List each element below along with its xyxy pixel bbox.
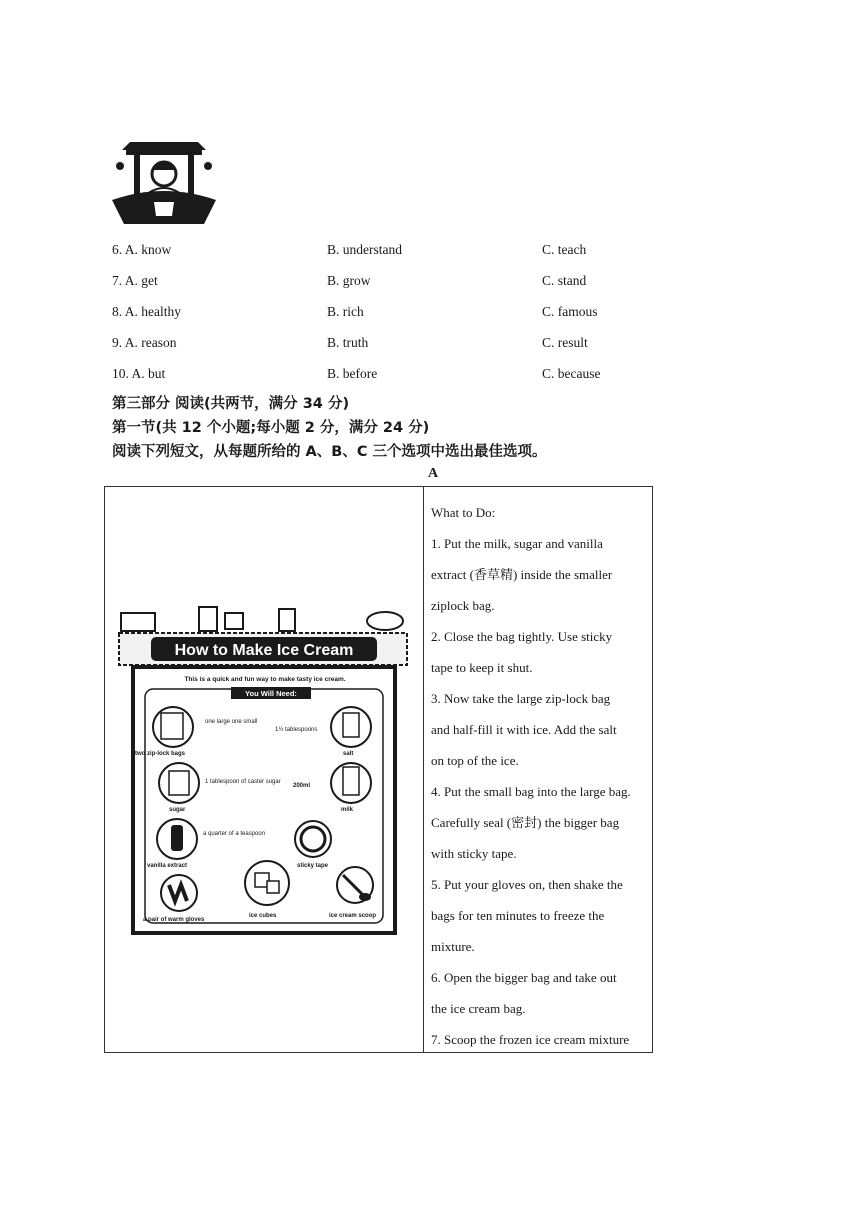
item-milk: [293, 763, 371, 813]
item-name: sugar: [169, 807, 186, 813]
ice-cream-poster: [115, 603, 411, 937]
question-6-options: [112, 242, 712, 264]
steps-line: on top of the ice.: [431, 753, 519, 768]
option-c: C. because: [542, 366, 601, 381]
option-c: C. famous: [542, 304, 598, 319]
option-b: B. before: [327, 366, 378, 381]
item-note: 200ml: [293, 783, 311, 789]
ice-cube-icon: [225, 613, 243, 629]
item-vanilla-extract: [147, 819, 265, 869]
question-7-options: [112, 273, 712, 295]
part-title: 第三部分 阅读(共两节，满分 34 分): [112, 396, 350, 412]
need-label: You Will Need:: [245, 689, 297, 698]
item-note: a quarter of a teaspoon: [203, 831, 266, 837]
option-a: 7. A. get: [112, 273, 158, 288]
item-sticky-tape: [295, 821, 331, 869]
passage-table: [104, 486, 653, 1053]
passage-label: A: [428, 466, 439, 481]
steps-line: bags for ten minutes to freeze the: [431, 908, 605, 923]
item-ice-cream-scoop: [329, 867, 376, 919]
item-note: 1 tablespoon of caster sugar: [205, 779, 281, 785]
item-name: ice cubes: [249, 913, 277, 919]
steps-line: 5. Put your gloves on, then shake the: [431, 877, 623, 892]
option-b: B. grow: [327, 273, 371, 288]
question-8-options: [112, 304, 712, 326]
milk-carton-icon: [199, 607, 217, 631]
item-name: salt: [343, 751, 354, 757]
item-salt: [275, 707, 371, 757]
column-divider: [423, 487, 424, 1052]
option-b: B. rich: [327, 304, 364, 319]
steps-line: the ice cream bag.: [431, 1001, 526, 1016]
item-name: a pair of warm gloves: [143, 917, 205, 923]
option-b: B. understand: [327, 242, 402, 257]
item-note: 1½ tablespoons: [275, 727, 318, 733]
instruction: 阅读下列短文，从每题所给的 A、B、C 三个选项中选出最佳选项。: [112, 444, 547, 460]
item-sugar: [159, 763, 281, 813]
item-warm-gloves: [143, 875, 205, 923]
steps-line: 3. Now take the large zip-lock bag: [431, 691, 611, 706]
steps-line: tape to keep it shut.: [431, 660, 533, 675]
option-c: C. teach: [542, 242, 587, 257]
option-a: 9. A. reason: [112, 335, 177, 350]
item-zip-lock-bags: [135, 707, 257, 757]
question-10-options: [112, 366, 712, 388]
item-ice-cubes: [245, 861, 289, 919]
steps-column: [431, 497, 651, 1055]
steps-line: mixture.: [431, 939, 475, 954]
option-c: C. stand: [542, 273, 587, 288]
steps-line: 7. Scoop the frozen ice cream mixture: [431, 1032, 630, 1047]
steps-line: 6. Open the bigger bag and take out: [431, 970, 617, 985]
poster-subtitle: This is a quick and fun way to make tasty ice cream.: [184, 676, 346, 683]
steps-line: What to Do:: [431, 505, 496, 520]
bag-icon: [121, 613, 155, 631]
item-name: sticky tape: [297, 863, 329, 869]
option-b: B. truth: [327, 335, 369, 350]
option-a: 10. A. but: [112, 366, 166, 381]
steps-line: extract (香草精) inside the smaller: [431, 567, 613, 582]
item-name: milk: [341, 807, 354, 813]
option-a: 8. A. healthy: [112, 304, 181, 319]
item-name: ice cream scoop: [329, 913, 377, 919]
subsection-title: 第一节(共 12 个小题;每小题 2 分，满分 24 分): [112, 420, 430, 436]
item-name: vanilla extract: [147, 863, 188, 869]
steps-line: 1. Put the milk, sugar and vanilla: [431, 536, 603, 551]
item-name: two zip-lock bags: [135, 751, 186, 757]
steps-line: 2. Close the bag tightly. Use sticky: [431, 629, 613, 644]
steps-line: Carefully seal (密封) the bigger bag: [431, 815, 620, 830]
salt-jar-icon: [279, 609, 295, 631]
steps-line: with sticky tape.: [431, 846, 517, 861]
steps-line: and half-fill it with ice. Add the salt: [431, 722, 617, 737]
steps-line: ziplock bag.: [431, 598, 495, 613]
option-c: C. result: [542, 335, 588, 350]
scoop-icon: [367, 612, 403, 630]
girl-under-pavilion-illustration: [112, 140, 216, 226]
question-9-options: [112, 335, 712, 357]
option-a: 6. A. know: [112, 242, 172, 257]
steps-line: 4. Put the small bag into the large bag.: [431, 784, 631, 799]
item-note: one large one small: [205, 719, 258, 725]
poster-title: How to Make Ice Cream: [174, 642, 354, 659]
